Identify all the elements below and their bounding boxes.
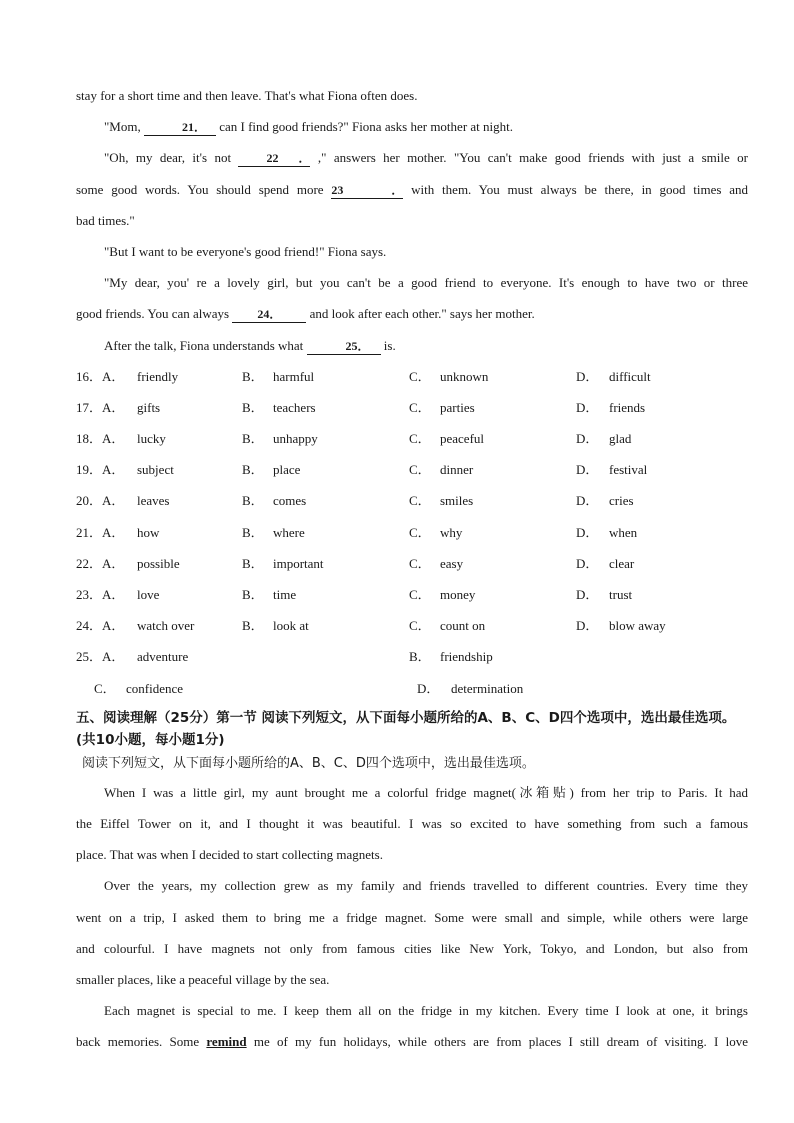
option-a: leaves (137, 493, 170, 509)
answer-blank-24: 24． (232, 306, 306, 323)
option-d-label: D． (576, 555, 599, 571)
option-c: peaceful (440, 431, 485, 447)
text: good friends. You can always (76, 306, 233, 322)
option-d-label: D． (576, 587, 599, 602)
option-b-label: B． (242, 493, 264, 509)
option-d-label: D． (576, 399, 599, 415)
option-d-label: D． (576, 462, 599, 478)
passage-line: place. That was when I decided to start collecting magnets. (76, 847, 383, 863)
answer-blank-25: 25． (307, 338, 381, 355)
option-c: unknown (440, 368, 489, 384)
option-c: money (440, 587, 476, 602)
question-number: 17．A． (76, 399, 125, 415)
question-number: 16．A． (76, 368, 125, 384)
option-c-label: C． (409, 462, 431, 478)
option-d: glad (609, 431, 632, 447)
option-b: comes (273, 493, 307, 509)
question-row-25 (76, 641, 748, 672)
option-a: possible (137, 555, 180, 571)
question-row (76, 423, 748, 454)
option-c-label: C． (409, 368, 431, 384)
option-c-label: C． (409, 555, 431, 571)
text: with them. You must always be there, in good times and (403, 181, 748, 197)
passage-line: went on a trip, I asked them to bring me a fridge magnet. Some were small and simple, while others were large (76, 909, 748, 925)
option-d: difficult (609, 368, 651, 384)
option-b: unhappy (273, 431, 318, 447)
passage-line: and colourful. I have magnets not only from famous cities like New York, Tokyo, and London, but also from (76, 940, 748, 956)
option-c-label: C． (409, 431, 431, 447)
option-d-label: D． (576, 524, 599, 540)
option-a: lucky (137, 431, 166, 447)
question-row-25-cont (76, 673, 748, 704)
option-c: easy (440, 555, 464, 571)
passage-line: Each magnet is special to me. I keep them all on the fridge in my kitchen. Every time I look at one, it brings (104, 1003, 748, 1019)
question-number: 25．A． (76, 649, 125, 665)
option-d: blow away (609, 618, 666, 634)
passage-line (76, 330, 748, 361)
option-c-label: C． (409, 493, 431, 509)
option-b: place (273, 462, 301, 478)
passage-line: When I was a little girl, my aunt brought me a colorful fridge magnet(冰箱贴) from her trip to Paris. It had (104, 784, 748, 800)
option-c: confidence (126, 680, 184, 696)
answer-blank-23: 23． (331, 182, 404, 197)
passage-line: the Eiffel Tower on it, and I thought it was beautiful. I was so excited to have something from such a famous (76, 815, 748, 831)
reading-paragraph-3 (76, 995, 748, 1026)
section-instruction: 阅读下列短文，从下面每小题所给的A、B、C、D四个选项中，选出最佳选项。 (82, 755, 535, 771)
option-a: adventure (137, 649, 189, 665)
passage-line (76, 142, 748, 173)
option-b-label: B． (409, 649, 431, 665)
option-b: look at (273, 618, 309, 634)
passage-line (76, 1026, 748, 1057)
option-c-label: C． (409, 524, 431, 540)
option-c: why (440, 524, 463, 540)
text: some good words. You should spend more (76, 181, 332, 197)
option-b: teachers (273, 399, 316, 415)
question-list (76, 361, 748, 642)
option-a: watch over (137, 618, 195, 634)
reading-paragraph-2 (76, 870, 748, 995)
option-d: friends (609, 399, 646, 415)
question-number: 21．A． (76, 524, 125, 540)
question-number: 18．A． (76, 431, 125, 447)
question-row (76, 548, 748, 579)
text: back memories. Some (76, 1034, 207, 1050)
option-d-label: D． (576, 493, 599, 509)
option-d: clear (609, 555, 635, 571)
question-number: 24．A． (76, 618, 125, 634)
passage-line: bad times." (76, 212, 135, 228)
option-b: time (273, 587, 297, 602)
passage-line: "But I want to be everyone's good friend!" Fiona says. (104, 243, 387, 259)
option-a: subject (137, 462, 174, 478)
passage-line (76, 174, 748, 205)
passage-line (76, 298, 748, 329)
option-a: friendly (137, 368, 179, 384)
passage-line (76, 111, 748, 142)
option-b-label: B． (242, 524, 264, 540)
text: and look after each other." says her mother. (306, 306, 535, 322)
question-row (76, 517, 748, 548)
option-c-label: C． (409, 399, 431, 415)
option-b: friendship (440, 649, 493, 665)
option-a: gifts (137, 399, 161, 415)
option-c: smiles (440, 493, 474, 509)
option-b-label: B． (242, 555, 264, 571)
option-b: where (273, 524, 305, 540)
option-d: determination (451, 680, 524, 696)
option-d-label: D． (417, 680, 440, 696)
text: is. (380, 337, 396, 353)
question-number: 23．A． (76, 587, 125, 602)
text: After the talk, Fiona understands what (104, 337, 307, 353)
option-a: how (137, 524, 160, 540)
option-b-label: B． (242, 618, 264, 634)
question-number: 19．A． (76, 462, 125, 478)
option-c: dinner (440, 462, 474, 478)
section-heading: 五、阅读理解（25分）第一节 阅读下列短文，从下面每小题所给的A、B、C、D四个选项中，选出最佳选项。(共10小题，每小题1分) (76, 709, 736, 748)
option-b: harmful (273, 368, 315, 384)
option-d: when (609, 524, 638, 540)
question-row (76, 454, 748, 485)
passage-line: Over the years, my collection grew as my family and friends travelled to different countries. Every time they (104, 878, 748, 894)
text: "Oh, my dear, it's not (104, 150, 239, 166)
document-page (76, 80, 748, 1057)
passage-line: stay for a short time and then leave. That's what Fiona often does. (76, 88, 418, 103)
option-b-label: B． (242, 462, 264, 478)
option-c: parties (440, 399, 475, 415)
passage-line: "My dear, you' re a lovely girl, but you can't be a good friend to everyone. It's enough to have two or three (104, 275, 748, 291)
option-d-label: D． (576, 431, 599, 447)
option-b: important (273, 555, 324, 571)
option-b-label: B． (242, 399, 264, 415)
text: ," answers her mother. "You can't make good friends with just a smile or (310, 150, 748, 166)
option-d: trust (609, 587, 633, 602)
option-c-label: C． (409, 618, 431, 634)
option-b-label: B． (242, 368, 264, 384)
text: "Mom, (104, 119, 144, 135)
option-d-label: D． (576, 618, 599, 634)
question-row (76, 392, 748, 423)
question-number: 22．A． (76, 555, 125, 571)
option-c-label: C． (94, 680, 116, 696)
option-a: love (137, 587, 160, 602)
question-row (76, 610, 748, 641)
question-row (76, 579, 748, 610)
option-b-label: B． (242, 587, 264, 602)
option-d-label: D． (576, 368, 599, 384)
option-c: count on (440, 618, 486, 634)
option-b-label: B． (242, 431, 264, 447)
text: me of my fun holidays, while others are from places I still dream of visiting. I love (246, 1034, 748, 1050)
option-d: festival (609, 462, 648, 478)
option-c-label: C． (409, 587, 431, 602)
passage-line: smaller places, like a peaceful village by the sea. (76, 971, 330, 987)
option-d: cries (609, 493, 634, 509)
text: can I find good friends?" Fiona asks her mother at night. (215, 119, 513, 135)
vocabulary-word: remind (206, 1034, 247, 1050)
answer-blank-22: 22． (238, 150, 310, 167)
answer-blank-21: 21． (144, 119, 216, 136)
question-row (76, 361, 748, 392)
question-number: 20．A． (76, 493, 125, 509)
question-row (76, 485, 748, 516)
reading-paragraph-1 (76, 777, 748, 871)
